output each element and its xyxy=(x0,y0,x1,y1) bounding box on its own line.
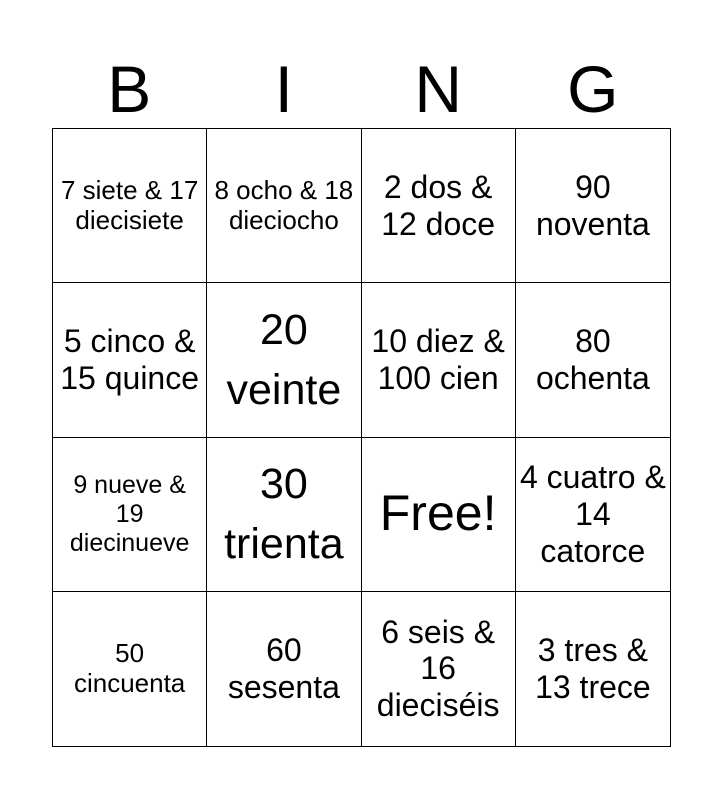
bingo-cell[interactable] xyxy=(362,129,516,283)
bingo-cell[interactable] xyxy=(516,438,670,592)
cell-label: 4 cuatro & 14 catorce xyxy=(519,458,666,569)
bingo-cell[interactable] xyxy=(516,129,670,283)
header-letter-i: I xyxy=(274,52,293,126)
bingo-cell[interactable] xyxy=(362,592,516,746)
bingo-cell[interactable] xyxy=(207,129,361,283)
cell-label: 90 noventa xyxy=(535,168,650,242)
bingo-cell[interactable] xyxy=(362,438,516,592)
header-letter-g: G xyxy=(567,52,619,126)
bingo-grid xyxy=(52,128,671,747)
cell-label: 7 siete & 17 diecisiete xyxy=(60,174,199,235)
cell-label: 9 nueve & 19 diecinueve xyxy=(69,471,190,557)
cell-label: 30 trienta xyxy=(224,459,344,569)
cell-label: 20 veinte xyxy=(226,305,342,414)
header-letter-b: B xyxy=(107,52,152,126)
cell-label: 80 ochenta xyxy=(535,323,650,396)
bingo-header xyxy=(52,50,670,128)
cell-label: 8 ocho & 18 dieciocho xyxy=(214,174,354,235)
bingo-cell[interactable] xyxy=(53,283,207,437)
bingo-cell[interactable] xyxy=(53,438,207,592)
cell-label: 3 tres & 13 trece xyxy=(535,632,651,705)
cell-label: 10 diez & 100 cien xyxy=(371,323,505,396)
cell-label: 2 dos & 12 doce xyxy=(381,168,496,242)
bingo-cell[interactable] xyxy=(53,592,207,746)
bingo-cell[interactable] xyxy=(207,438,361,592)
cell-label: 50 cincuenta xyxy=(73,637,186,698)
cell-label: 6 seis & 16 dieciséis xyxy=(376,613,500,724)
cell-label: 5 cinco & 15 quince xyxy=(60,323,200,396)
bingo-cell[interactable] xyxy=(53,129,207,283)
bingo-cell[interactable] xyxy=(516,592,670,746)
bingo-cell[interactable] xyxy=(516,283,670,437)
bingo-cell[interactable] xyxy=(207,592,361,746)
free-space-label: Free! xyxy=(379,485,497,542)
bingo-cell[interactable] xyxy=(362,283,516,437)
header-letter-n: N xyxy=(414,52,463,126)
bingo-cell[interactable] xyxy=(207,283,361,437)
cell-label: 60 sesenta xyxy=(227,632,340,705)
